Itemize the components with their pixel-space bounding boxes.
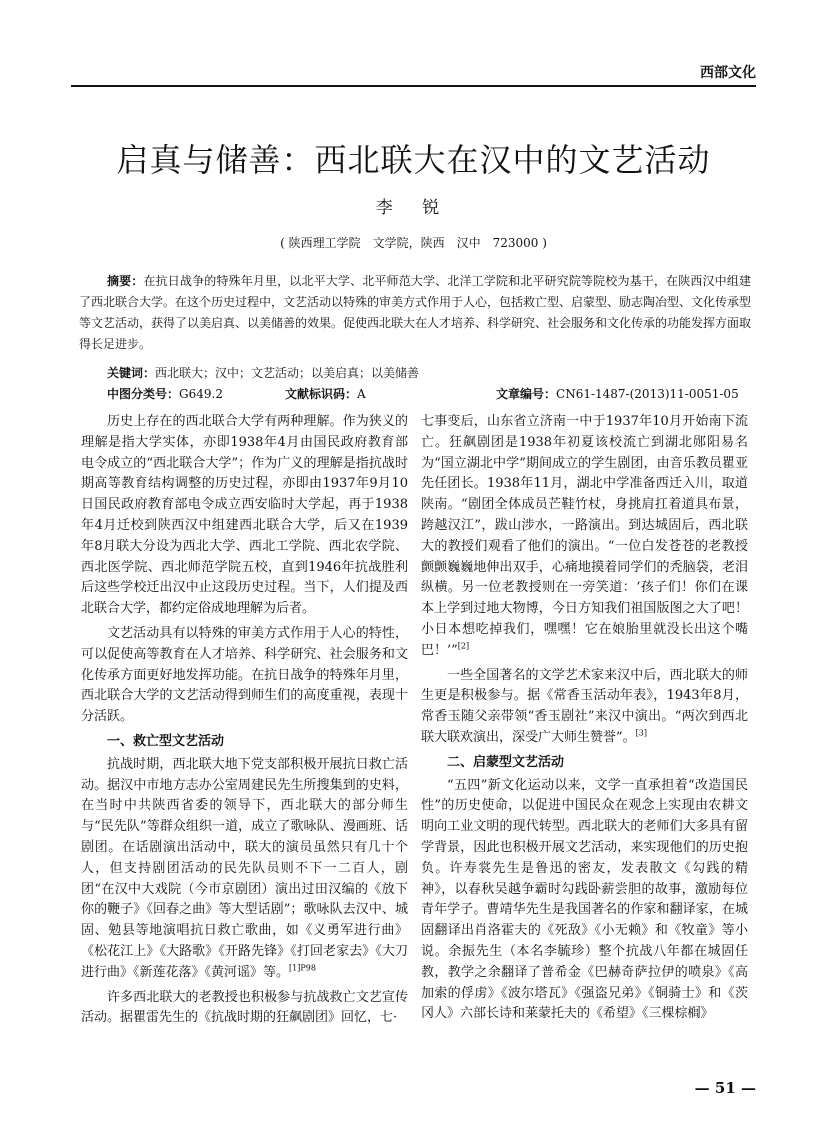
paragraph [421, 666, 748, 749]
doc-code-label: 文献标识码： [285, 387, 358, 401]
paragraph-text: 一些全国著名的文学艺术家来汉中后，西北联大的师生更是积极参与。据《常香玉活动年表》，1943年8月，常香玉随父亲带领“香玉剧社”来汉中演出。“两次到西北联大联欢演出，深受广大师生赞誉”。 [421, 667, 748, 745]
paragraph: 历史上存在的西北联合大学有两种理解。作为狭义的理解是指大学实体，亦即1938年4月由国民政府教育部电令成立的“西北联合大学”；作为广义的理解是指抗战时期高等教育结构调整的历史过程，亦即由1937年9月10日国民政府教育部电令成立西安临时大学起，再于1938年4月迁校到陕西汉中组建西北联合大学，后又在1939年8月联大分设为西北大学、西北工学院、西北农学院、西北医学院、西北师范学院五校，直到1946年抗战胜利后这些学校迁出汉中止这段历史过程。当下，人们提及西北联合大学，都约定俗成地理解为后者。 [81, 414, 408, 617]
paragraph-text: 抗战时期，西北联大地下党支部积极开展抗日救亡活动。据汉中市地方志办公室周建民先生所搜集到的史料，在当时中共陕西省委的领导下，西北联大的部分师生与“民先队”等群众组织一道，成立了歌咏队、漫画班、话剧团。在话剧演出活动中，联大的演员虽然只有几十个人，但支持剧团活动的民先队员则不下一二百人，剧团“在汉中大戏院（今市京剧团）演出过田汉编的《放下你的鞭子》《回春之曲》等大型话剧”；歌咏队去汉中、城固、勉县等地演唱抗日救亡歌曲，如《义勇军进行曲》《松花江上》《大路歌》《开路先锋》《打回老家去》《大刀进行曲》《新莲花落》《黄河谣》等。 [81, 756, 408, 980]
citation-ref: [2] [457, 641, 470, 651]
paragraph [81, 755, 408, 984]
article-number [496, 385, 739, 402]
section-label: 西部文化 [700, 65, 756, 81]
keywords-label: 关键词： [107, 366, 156, 380]
article-no-value: CN61-1487-(2013)11-0051-05 [556, 387, 739, 401]
abstract-label: 摘要： [107, 274, 144, 288]
affiliation: ( 陕西理工学院 文学院，陕西 汉中 723000 ) [280, 236, 547, 250]
abstract-text: 在抗日战争的特殊年月里，以北平大学、北平师范大学、北洋工学院和北平研究院等院校为基干，在陕西汉中组建了西北联合大学。在这个历史过程中，文艺活动以特殊的审美方式作用于人心，包括救亡型、启蒙型、励志陶冶型、文化传承型等文艺活动，获得了以美启真、以美储善的效果。促使西北联大在人才培养、科学研究、社会服务和文化传承的功能发挥方面取得长足进步。 [79, 274, 752, 351]
header-rule [71, 85, 756, 87]
doc-code-value: A [357, 387, 366, 401]
body-left-column [81, 412, 408, 1033]
paragraph: 许多西北联大的老教授也积极参与抗战救亡文艺宣传活动。据瞿雷先生的《抗战时期的狂飙剧团》回忆，七· [81, 989, 408, 1026]
paragraph [421, 412, 748, 662]
keywords [79, 364, 751, 382]
classification-value: G649.2 [179, 387, 223, 401]
paragraph: “五四”新文化运动以来，文学一直承担着“改造国民性”的历史使命，以促进中国民众在观念上实现由农耕文明向工业文明的现代转型。西北联大的老师们大多具有留学背景，因此也积极开展文艺活动，来实现他们的历史抱负。许寿裳先生是鲁迅的密友，发表散文《勾践的精神》，以春秋吴越争霸时勾践卧薪尝胆的故事，激励每位青年学子。曹靖华先生是我国著名的作家和翻译家，在城固翻译出肖洛霍夫的《死敌》《小无赖》和《牧童》等小说。余振先生（本名李毓珍）整个抗战八年都在城固任教，教学之余翻译了普希金《巴赫奇萨拉伊的喷泉》《高加索的俘虏》《波尔塔瓦》《强盗兄弟》《铜骑士》和《茨冈人》六部长诗和莱蒙托夫的《希望》《三棵棕榈》 [421, 777, 748, 1022]
paragraph: 文艺活动具有以特殊的审美方式作用于人心的特性，可以促使高等教育在人才培养、科学研究、社会服务和文化传承方面更好地发挥功能。在抗日战争的特殊年月里，西北联合大学的文艺活动得到师生们的高度重视，表现十分活跃。 [81, 625, 408, 725]
classification [107, 385, 223, 402]
article-title: 启真与储善：西北联大在汉中的文艺活动 [116, 141, 711, 179]
page-number: — 51 — [694, 1079, 756, 1097]
citation-ref: [1]P98 [289, 963, 316, 973]
section-heading: 一、救亡型文艺活动 [107, 733, 225, 749]
keywords-text: 西北联大；汉中；文艺活动；以美启真；以美储善 [155, 366, 420, 380]
classification-label: 中图分类号： [107, 387, 180, 401]
paragraph-text: 七事变后，山东省立济南一中于1937年10月开始南下流亡。狂飙剧团是1938年初夏该校流亡到湖北郧阳易名为“国立湖北中学”期间成立的学生剧团，由音乐教员瞿亚先任团长。1938年11月，湖北中学准备西迁入川，取道陕南。“剧团全体成员芒鞋竹杖，身挑肩扛着道具布景，跨越汉江”，跋山涉水，一路演出。到达城固后，西北联大的教授们观看了他们的演出。“一位白发苍苍的老教授颤颤巍巍地伸出双手，心痛地摸着同学们的秃脑袋，老泪纵横。另一位老教授则在一旁笑道：‘孩子们！你们在课本上学到过地大物博，今日方知我们祖国版图之大了吧！小日本想吃掉我们，嘿嘿！它在娘胎里就没长出这个嘴巴！’” [421, 414, 748, 658]
document-code [285, 385, 366, 402]
author: 李 锐 [375, 198, 452, 218]
citation-ref: [3] [635, 728, 647, 738]
body-right-column [421, 412, 748, 1029]
article-no-label: 文章编号： [496, 387, 557, 401]
section-heading: 二、启蒙型文艺活动 [447, 754, 565, 770]
abstract [79, 271, 751, 355]
